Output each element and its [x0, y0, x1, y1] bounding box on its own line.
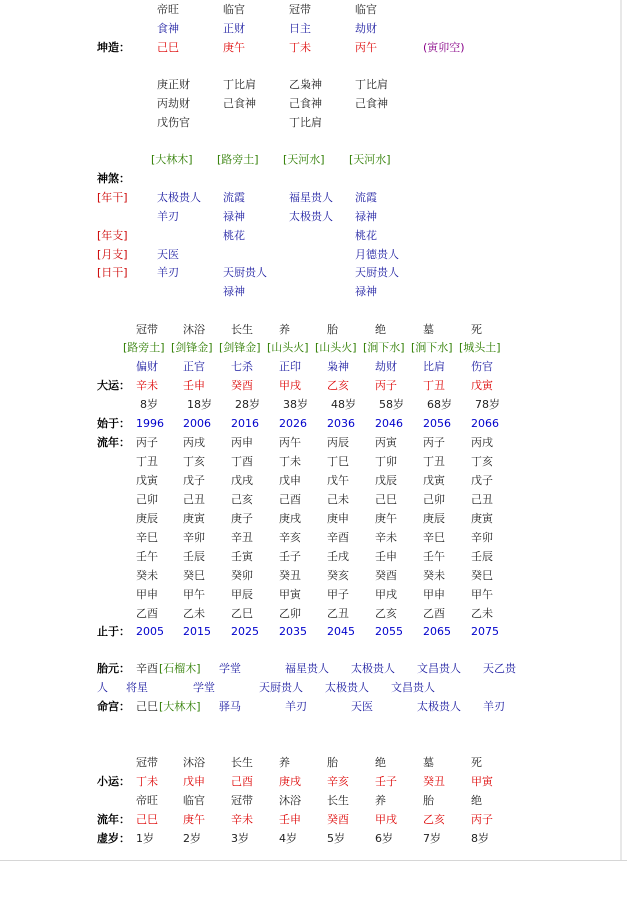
dayun-end-year: 2065: [423, 625, 451, 638]
dayun-ganzhi: 辛未: [136, 379, 158, 392]
shensha-item: 羊刃: [157, 210, 179, 223]
dayun-phase: 长生: [231, 323, 253, 336]
liunian-item: 己卯: [423, 493, 445, 506]
pillar-nayin: [路旁土]: [217, 153, 259, 166]
xiaoyun-phase2: 临官: [183, 794, 205, 807]
dayun-label: 大运：: [97, 379, 130, 392]
liunian-item: 丙子: [136, 436, 158, 449]
taiyuan-item: 福星贵人: [285, 662, 329, 675]
canggan-item: 丁比肩: [355, 78, 388, 91]
xiaoyun-ganzhi: 甲寅: [471, 775, 493, 788]
dayun-ganzhi: 丙子: [375, 379, 397, 392]
shensha-item: 太极贵人: [289, 210, 333, 223]
taiyuan-item: 学堂: [193, 681, 215, 694]
shensha-item: 禄神: [223, 210, 245, 223]
xiaoyun-liunian: 乙亥: [423, 813, 445, 826]
taiyuan-label: 胎元：: [97, 662, 130, 675]
frame-right-border: [620, 0, 622, 860]
liunian-item: 乙丑: [327, 607, 349, 620]
dayun-phase: 墓: [423, 323, 434, 336]
liunian-item: 乙巳: [231, 607, 253, 620]
dayun-end-year: 2045: [327, 625, 355, 638]
dayun-nayin: [路旁土]: [123, 341, 165, 354]
xiaoyun-ganzhi: 癸丑: [423, 775, 445, 788]
minggong-item: 天医: [351, 700, 373, 713]
dayun-phase: 死: [471, 323, 482, 336]
liunian-item: 丙辰: [327, 436, 349, 449]
canggan-item: 己食神: [289, 97, 322, 110]
pillar-shishen: 正财: [223, 22, 245, 35]
liunian-item: 己亥: [231, 493, 253, 506]
xiaoyun-phase2: 胎: [423, 794, 434, 807]
shensha-title: 神煞：: [97, 172, 130, 185]
start-label: 始于：: [97, 417, 130, 430]
xiaoyun-age: 2岁: [183, 832, 201, 845]
liunian-item: 戊辰: [375, 474, 397, 487]
dayun-shishen: 偏财: [136, 360, 158, 373]
xiaoyun-liunian: 丙子: [471, 813, 493, 826]
xiaoyun-phase2: 养: [375, 794, 386, 807]
pillar-nayin: [天河水]: [349, 153, 391, 166]
xiaoyun-liunian: 壬申: [279, 813, 301, 826]
liunian-item: 乙酉: [136, 607, 158, 620]
pillar-phase: 临官: [223, 3, 245, 16]
taiyuan-item: 文昌贵人: [391, 681, 435, 694]
liunian-item: 丙戌: [183, 436, 205, 449]
liunian-item: 甲戌: [375, 588, 397, 601]
shensha-item: 流霞: [355, 191, 377, 204]
shensha-item: 禄神: [355, 285, 377, 298]
liunian-item: 戊戌: [231, 474, 253, 487]
blank-area: [0, 861, 627, 899]
xiaoyun-phase: 墓: [423, 756, 434, 769]
dayun-phase: 绝: [375, 323, 386, 336]
shensha-item: 禄神: [223, 285, 245, 298]
xiaoyun-label: 小运：: [97, 775, 130, 788]
liunian-item: 辛巳: [136, 531, 158, 544]
shensha-item: 桃花: [223, 229, 245, 242]
minggong-item: 太极贵人: [417, 700, 461, 713]
dayun-phase: 沐浴: [183, 323, 205, 336]
liunian-item: 丙午: [279, 436, 301, 449]
dayun-shishen: 正官: [183, 360, 205, 373]
dayun-end-year: 2035: [279, 625, 307, 638]
liunian-item: 甲午: [183, 588, 205, 601]
pillar-shishen: 劫财: [355, 22, 377, 35]
xiaoyun-ganzhi: 己酉: [231, 775, 253, 788]
dayun-end-year: 2025: [231, 625, 259, 638]
dayun-shishen: 七杀: [231, 360, 253, 373]
xiaoyun-phase: 绝: [375, 756, 386, 769]
pillar-shishen: 食神: [157, 22, 179, 35]
liunian-item: 壬午: [136, 550, 158, 563]
dayun-age: 58岁: [379, 398, 404, 411]
liunian-item: 甲辰: [231, 588, 253, 601]
liunian-item: 己未: [327, 493, 349, 506]
dayun-start-year: 2056: [423, 417, 451, 430]
minggong-item: 羊刃: [285, 700, 307, 713]
taiyuan-item: 太极贵人: [325, 681, 369, 694]
end-label: 止于：: [97, 625, 130, 638]
liunian-item: 戊申: [279, 474, 301, 487]
liunian-item: 丁酉: [231, 455, 253, 468]
dayun-ganzhi: 壬申: [183, 379, 205, 392]
liunian-item: 辛卯: [183, 531, 205, 544]
liunian-item: 丁丑: [136, 455, 158, 468]
taiyuan-item: 学堂: [219, 662, 241, 675]
shensha-row-label: [日干]: [97, 266, 128, 279]
xiaoyun-ganzhi: 壬子: [375, 775, 397, 788]
xiaoyun-liunian: 癸酉: [327, 813, 349, 826]
liunian-item: 癸亥: [327, 569, 349, 582]
liunian-item: 壬子: [279, 550, 301, 563]
dayun-nayin: [山头火]: [267, 341, 309, 354]
pillar-ganzhi: 丁未: [289, 41, 311, 54]
xiaoyun-phase2: 沐浴: [279, 794, 301, 807]
liunian-item: 己丑: [471, 493, 493, 506]
liunian-item: 己酉: [279, 493, 301, 506]
xiaoyun-liunian: 己巳: [136, 813, 158, 826]
dayun-start-year: 2026: [279, 417, 307, 430]
liunian-item: 丙子: [423, 436, 445, 449]
dayun-end-year: 2005: [136, 625, 164, 638]
liunian-item: 乙未: [183, 607, 205, 620]
taiyuan-item: 天乙贵: [483, 662, 516, 675]
shensha-item: 流霞: [223, 191, 245, 204]
dayun-nayin: [剑锋金]: [171, 341, 213, 354]
xiaoyun-age: 1岁: [136, 832, 154, 845]
xiaoyun-phase2: 长生: [327, 794, 349, 807]
dayun-shishen: 伤官: [471, 360, 493, 373]
liunian-label: 流年：: [97, 436, 130, 449]
taiyuan-nayin: [石榴木]: [159, 662, 201, 675]
pillar-ganzhi: 丙午: [355, 41, 377, 54]
xiaoyun-phase2: 绝: [471, 794, 482, 807]
liunian-item: 戊寅: [136, 474, 158, 487]
canggan-item: 庚正财: [157, 78, 190, 91]
dayun-ganzhi: 癸酉: [231, 379, 253, 392]
liunian-item: 庚戌: [279, 512, 301, 525]
taiyuan-item: 将星: [126, 681, 148, 694]
liunian-item: 辛丑: [231, 531, 253, 544]
liunian-item: 癸酉: [375, 569, 397, 582]
dayun-age: 8岁: [140, 398, 158, 411]
canggan-item: 丁比肩: [289, 116, 322, 129]
minggong-label: 命宫：: [97, 700, 130, 713]
pillar-phase: 冠带: [289, 3, 311, 16]
pillar-phase: 帝旺: [157, 3, 179, 16]
pillar-shishen: 日主: [289, 22, 311, 35]
pillar-phase: 临官: [355, 3, 377, 16]
xuiyu-label: 虚岁：: [97, 832, 130, 845]
liunian-item: 戊午: [327, 474, 349, 487]
xiaoyun-liunian: 甲戌: [375, 813, 397, 826]
dayun-ganzhi: 乙亥: [327, 379, 349, 392]
dayun-phase: 冠带: [136, 323, 158, 336]
xiaoyun-ganzhi: 丁未: [136, 775, 158, 788]
liunian-item: 庚寅: [183, 512, 205, 525]
xiaoyun-age: 4岁: [279, 832, 297, 845]
dayun-ganzhi: 甲戌: [279, 379, 301, 392]
liunian-item: 壬辰: [183, 550, 205, 563]
pillar-nayin: [天河水]: [283, 153, 325, 166]
dayun-nayin: [剑锋金]: [219, 341, 261, 354]
xiaoyun-age: 8岁: [471, 832, 489, 845]
dayun-ganzhi: 戊寅: [471, 379, 493, 392]
liunian-item: 戊子: [183, 474, 205, 487]
liunian-item: 癸未: [136, 569, 158, 582]
xiaoyun-phase: 胎: [327, 756, 338, 769]
liunian-item: 甲申: [423, 588, 445, 601]
shensha-row-label: [年支]: [97, 229, 128, 242]
liunian-item: 甲子: [327, 588, 349, 601]
dayun-age: 18岁: [187, 398, 212, 411]
liunian-item: 丙寅: [375, 436, 397, 449]
taiyuan-item: 天厨贵人: [259, 681, 303, 694]
liunian-item: 甲寅: [279, 588, 301, 601]
dayun-nayin: [涧下水]: [411, 341, 453, 354]
liunian-item: 丙申: [231, 436, 253, 449]
liunian-item: 癸未: [423, 569, 445, 582]
liunian-item: 辛卯: [471, 531, 493, 544]
pillar-nayin: [大林木]: [151, 153, 193, 166]
minggong-ganzhi: 己巳: [136, 700, 158, 713]
liunian-item: 辛亥: [279, 531, 301, 544]
liunian-item: 癸卯: [231, 569, 253, 582]
liunian-item: 庚寅: [471, 512, 493, 525]
liunian-item: 己丑: [183, 493, 205, 506]
liunian-item: 丁巳: [327, 455, 349, 468]
xiaoyun-age: 5岁: [327, 832, 345, 845]
xiaoyun-liunian: 庚午: [183, 813, 205, 826]
xiaoyun-age: 7岁: [423, 832, 441, 845]
liunian-item: 戊寅: [423, 474, 445, 487]
liunian-item: 乙亥: [375, 607, 397, 620]
shensha-item: 天厨贵人: [355, 266, 399, 279]
taiyuan-item: 太极贵人: [351, 662, 395, 675]
chart-label: 坤造：: [97, 41, 130, 54]
liunian-item: 丁亥: [471, 455, 493, 468]
liunian-item: 辛未: [375, 531, 397, 544]
liunian-item: 乙酉: [423, 607, 445, 620]
xiaoyun-liunian-label: 流年：: [97, 813, 130, 826]
dayun-shishen: 枭神: [327, 360, 349, 373]
shensha-item: 禄神: [355, 210, 377, 223]
xiaoyun-phase: 沐浴: [183, 756, 205, 769]
liunian-item: 庚午: [375, 512, 397, 525]
shensha-row-label: [月支]: [97, 248, 128, 261]
liunian-item: 壬戌: [327, 550, 349, 563]
xiaoyun-age: 3岁: [231, 832, 249, 845]
dayun-end-year: 2015: [183, 625, 211, 638]
shensha-row-label: [年干]: [97, 191, 128, 204]
liunian-item: 庚申: [327, 512, 349, 525]
liunian-item: 己卯: [136, 493, 158, 506]
liunian-item: 庚辰: [423, 512, 445, 525]
dayun-age: 68岁: [427, 398, 452, 411]
taiyuan-item: 文昌贵人: [417, 662, 461, 675]
canggan-item: 丙劫财: [157, 97, 190, 110]
xiaoyun-age: 6岁: [375, 832, 393, 845]
liunian-item: 甲申: [136, 588, 158, 601]
liunian-item: 辛巳: [423, 531, 445, 544]
liunian-item: 壬申: [375, 550, 397, 563]
xiaoyun-ganzhi: 辛亥: [327, 775, 349, 788]
liunian-item: 庚辰: [136, 512, 158, 525]
liunian-item: 戊子: [471, 474, 493, 487]
shensha-item: 天厨贵人: [223, 266, 267, 279]
dayun-age: 48岁: [331, 398, 356, 411]
xiaoyun-phase: 死: [471, 756, 482, 769]
liunian-item: 辛酉: [327, 531, 349, 544]
dayun-shishen: 劫财: [375, 360, 397, 373]
liunian-item: 乙未: [471, 607, 493, 620]
xiaoyun-phase2: 帝旺: [136, 794, 158, 807]
liunian-item: 丁未: [279, 455, 301, 468]
dayun-shishen: 正印: [279, 360, 301, 373]
dayun-ganzhi: 丁丑: [423, 379, 445, 392]
liunian-item: 丁亥: [183, 455, 205, 468]
pillar-ganzhi: 庚午: [223, 41, 245, 54]
minggong-item: 羊刃: [483, 700, 505, 713]
dayun-nayin: [城头土]: [459, 341, 501, 354]
dayun-start-year: 2066: [471, 417, 499, 430]
xiaoyun-phase: 长生: [231, 756, 253, 769]
minggong-item: 驿马: [219, 700, 241, 713]
dayun-phase: 养: [279, 323, 290, 336]
dayun-start-year: 2006: [183, 417, 211, 430]
dayun-shishen: 比肩: [423, 360, 445, 373]
dayun-start-year: 1996: [136, 417, 164, 430]
kongwang: (寅卯空): [423, 41, 465, 54]
shensha-item: 月德贵人: [355, 248, 399, 261]
liunian-item: 癸巳: [471, 569, 493, 582]
pillar-ganzhi: 己巳: [157, 41, 179, 54]
canggan-item: 己食神: [355, 97, 388, 110]
dayun-age: 28岁: [235, 398, 260, 411]
shensha-item: 太极贵人: [157, 191, 201, 204]
dayun-nayin: [山头火]: [315, 341, 357, 354]
liunian-item: 丁丑: [423, 455, 445, 468]
liunian-item: 丙戌: [471, 436, 493, 449]
dayun-start-year: 2016: [231, 417, 259, 430]
shensha-item: 天医: [157, 248, 179, 261]
dayun-end-year: 2055: [375, 625, 403, 638]
canggan-item: 乙枭神: [289, 78, 322, 91]
liunian-item: 己巳: [375, 493, 397, 506]
dayun-end-year: 2075: [471, 625, 499, 638]
canggan-item: 戊伤官: [157, 116, 190, 129]
liunian-item: 癸丑: [279, 569, 301, 582]
xiaoyun-phase: 冠带: [136, 756, 158, 769]
minggong-nayin: [大林木]: [159, 700, 201, 713]
xiaoyun-ganzhi: 戊申: [183, 775, 205, 788]
shensha-item: 桃花: [355, 229, 377, 242]
canggan-item: 己食神: [223, 97, 256, 110]
liunian-item: 甲午: [471, 588, 493, 601]
xiaoyun-phase2: 冠带: [231, 794, 253, 807]
xiaoyun-ganzhi: 庚戌: [279, 775, 301, 788]
dayun-phase: 胎: [327, 323, 338, 336]
dayun-age: 38岁: [283, 398, 308, 411]
xiaoyun-phase: 养: [279, 756, 290, 769]
dayun-start-year: 2036: [327, 417, 355, 430]
liunian-item: 庚子: [231, 512, 253, 525]
liunian-item: 乙卯: [279, 607, 301, 620]
dayun-nayin: [涧下水]: [363, 341, 405, 354]
shensha-item: 羊刃: [157, 266, 179, 279]
liunian-item: 壬辰: [471, 550, 493, 563]
shensha-item: 福星贵人: [289, 191, 333, 204]
liunian-item: 壬午: [423, 550, 445, 563]
dayun-start-year: 2046: [375, 417, 403, 430]
taiyuan-ganzhi: 辛酉: [136, 662, 158, 675]
liunian-item: 癸巳: [183, 569, 205, 582]
canggan-item: 丁比肩: [223, 78, 256, 91]
liunian-item: 丁卯: [375, 455, 397, 468]
taiyuan-item: 人: [97, 681, 108, 694]
dayun-age: 78岁: [475, 398, 500, 411]
liunian-item: 壬寅: [231, 550, 253, 563]
xiaoyun-liunian: 辛未: [231, 813, 253, 826]
